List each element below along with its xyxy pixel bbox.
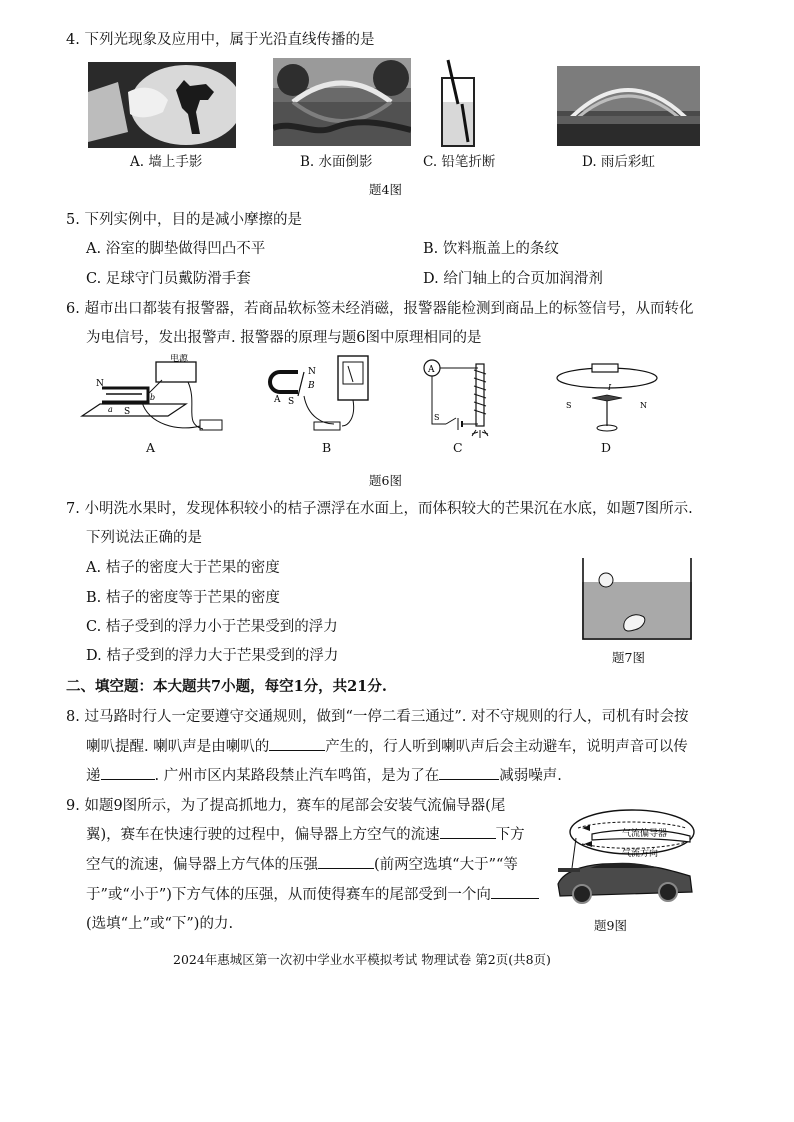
label-a-b: A bbox=[274, 395, 281, 405]
label-b: b bbox=[150, 393, 156, 402]
q8-line3 bbox=[86, 764, 562, 785]
q9-line4 bbox=[86, 883, 539, 904]
q9-blank-2[interactable] bbox=[318, 854, 374, 869]
q6-letter-c: C bbox=[453, 440, 463, 455]
q4-option-d: D. 雨后彩虹 bbox=[582, 154, 655, 170]
label-s-d: S bbox=[566, 401, 572, 410]
q9-line2-part1: 翼)，赛车在快速行驶的过程中，偏导器上方空气的流速 bbox=[86, 827, 440, 843]
label-s-b: S bbox=[288, 397, 295, 407]
label-s: S bbox=[124, 407, 131, 417]
q6-figure-caption: 题6图 bbox=[369, 473, 402, 488]
q6-line2: 为电信号，发出报警声. 报警器的原理与题6图中原理相同的是 bbox=[86, 330, 482, 346]
photo-hand-shadow bbox=[88, 62, 236, 148]
q9-line2 bbox=[86, 823, 525, 844]
q8-line3-part1: 递 bbox=[86, 768, 101, 784]
q5-option-c: C. 足球守门员戴防滑手套 bbox=[86, 271, 251, 287]
q9-line4-part1: 于”或“小于”)下方气体的压强，从而使得赛车的尾部受到一个向 bbox=[86, 887, 491, 903]
q8-blank-1[interactable] bbox=[269, 736, 325, 751]
q6-diagram-a bbox=[78, 354, 228, 436]
q6-letter-a: A bbox=[146, 440, 156, 455]
label-s-c: S bbox=[434, 413, 440, 422]
photo-bridge-reflection bbox=[273, 58, 411, 146]
label-n-d: N bbox=[640, 401, 647, 410]
q8-line3-part2: . 广州市区内某路段禁止汽车鸣笛，是为了在 bbox=[154, 768, 440, 784]
hand-shadow-image bbox=[88, 62, 236, 148]
section2-heading: 二、填空题：本大题共7小题，每空1分，共21分. bbox=[66, 678, 387, 695]
page-footer: 2024年惠城区第一次初中学业水平模拟考试 物理试卷 第2页(共8页) bbox=[173, 952, 551, 967]
q4-figure-caption: 题4图 bbox=[369, 182, 402, 197]
label-b-b: B bbox=[308, 381, 315, 391]
q9-figure-race-car bbox=[550, 806, 700, 910]
rainbow-image bbox=[557, 66, 700, 146]
q5-option-a: A. 浴室的脚垫做得凹凸不平 bbox=[86, 241, 266, 257]
q4-stem: 4. 下列光现象及应用中，属于光沿直线传播的是 bbox=[66, 32, 375, 48]
label-current: I bbox=[608, 383, 612, 392]
q6-letter-b: B bbox=[322, 440, 332, 455]
q9-line3 bbox=[86, 853, 518, 874]
q4-option-b: B. 水面倒影 bbox=[300, 154, 373, 170]
q9-line3-part1: 空气的流速，偏导器上方气体的压强 bbox=[86, 857, 318, 873]
label-ammeter: A bbox=[428, 365, 435, 375]
label-a: a bbox=[108, 405, 113, 414]
q6-diagram-d bbox=[552, 356, 662, 436]
q9-line1: 9. 如题9图所示，为了提高抓地力，赛车的尾部会安装气流偏导器(尾 bbox=[66, 798, 506, 814]
q8-line2-part2: 产生的，行人听到喇叭声后会主动避车，说明声音可以传 bbox=[325, 739, 688, 755]
q4-option-a: A. 墙上手影 bbox=[130, 154, 203, 170]
bridge-reflection-image bbox=[273, 58, 411, 146]
q8-line2 bbox=[86, 735, 688, 756]
photo-rainbow bbox=[557, 66, 700, 146]
photo-pencil-in-glass bbox=[438, 58, 478, 148]
q8-line3-part3: 减弱噪声. bbox=[499, 768, 562, 784]
q7-line1: 7. 小明洗水果时，发现体积较小的桔子漂浮在水面上，而体积较大的芒果沉在水底，如题7图所示. bbox=[66, 501, 693, 517]
label-airflow: 气流方向 bbox=[622, 849, 659, 859]
q6-letter-d: D bbox=[601, 440, 612, 455]
q5-stem: 5. 下列实例中，目的是减小摩擦的是 bbox=[66, 212, 302, 228]
q4-option-c: C. 铅笔折断 bbox=[423, 154, 496, 170]
pencil-glass-image bbox=[438, 58, 478, 148]
q9-blank-3[interactable] bbox=[491, 884, 539, 899]
q9-figure-caption: 题9图 bbox=[594, 918, 627, 933]
q7-figure-container bbox=[582, 556, 692, 640]
q9-line5: (选填“上”或“下”)的力. bbox=[86, 916, 234, 932]
q5-option-d: D. 给门轴上的合页加润滑剂 bbox=[423, 271, 603, 287]
q7-option-a: A. 桔子的密度大于芒果的密度 bbox=[86, 560, 280, 576]
q7-option-b: B. 桔子的密度等于芒果的密度 bbox=[86, 590, 280, 606]
q6-line1: 6. 超市出口都装有报警器，若商品软标签未经消磁，报警器能检测到商品上的标签信号，从而转化 bbox=[66, 301, 694, 317]
q9-line3-part2: (前两空选填“大于”“等 bbox=[374, 857, 518, 873]
label-power: 电源 bbox=[170, 354, 189, 364]
q7-figure-caption: 题7图 bbox=[612, 650, 645, 665]
q7-line2: 下列说法正确的是 bbox=[86, 530, 202, 546]
q9-line2-part2: 下方 bbox=[495, 827, 525, 843]
q7-option-d: D. 桔子受到的浮力大于芒果受到的浮力 bbox=[86, 648, 339, 664]
orange-shape bbox=[599, 573, 613, 587]
q8-blank-3[interactable] bbox=[439, 765, 499, 780]
q6-diagram-c bbox=[418, 356, 498, 440]
q6-diagram-b bbox=[268, 352, 388, 436]
q5-option-b: B. 饮料瓶盖上的条纹 bbox=[423, 241, 559, 257]
label-n-b: N bbox=[308, 367, 316, 377]
q8-line2-part1: 喇叭提醒. 喇叭声是由喇叭的 bbox=[86, 739, 270, 755]
q9-blank-1[interactable] bbox=[440, 824, 496, 839]
q8-line1: 8. 过马路时行人一定要遵守交通规则，做到“一停二看三通过”. 对不守规则的行人，司机有时会按 bbox=[66, 709, 689, 725]
q7-option-c: C. 桔子受到的浮力小于芒果受到的浮力 bbox=[86, 619, 338, 635]
q8-blank-2[interactable] bbox=[101, 765, 155, 780]
label-deflector: 气流偏导器 bbox=[622, 829, 668, 839]
label-n: N bbox=[96, 379, 104, 389]
